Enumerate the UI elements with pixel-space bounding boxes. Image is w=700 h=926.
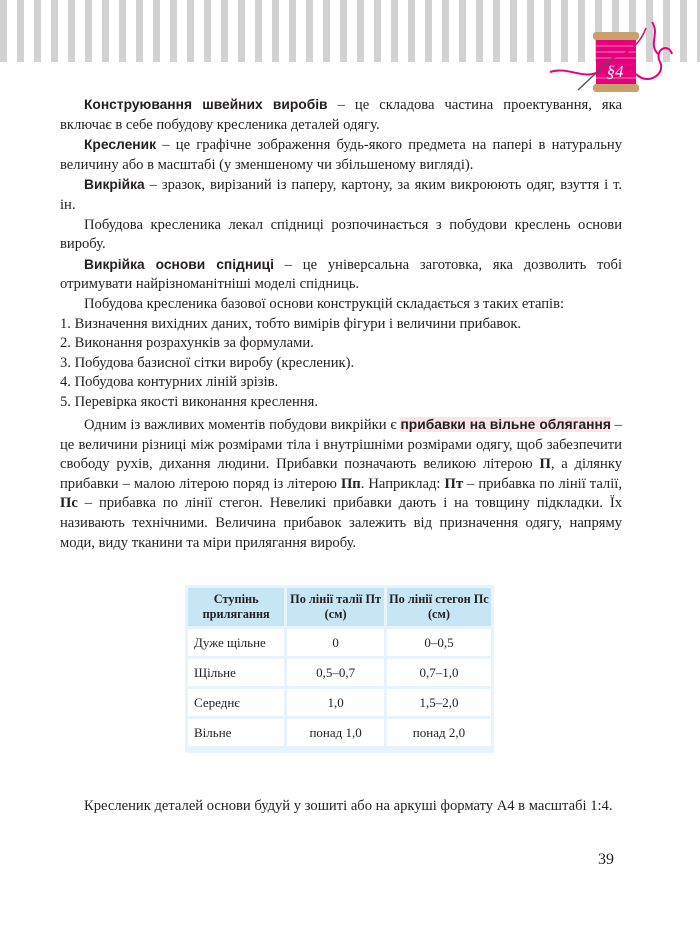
term-construction: Конструювання швейних виробів xyxy=(84,97,328,112)
list-item: 2. Виконання розрахунків за формулами. xyxy=(60,335,314,352)
paragraph-pattern: Викрійка – зразок, вирізаний із паперу, картону, за яким викроюють одяг, взуття і т. ін. xyxy=(60,177,622,213)
thread-spool-icon xyxy=(548,14,678,94)
paragraph-skirt-drawing: Побудова кресленика лекал спідниці розпочинається з побудови креслень основи виробу. xyxy=(60,216,622,253)
term-drawing: Кресленик xyxy=(84,137,156,153)
section-label: §4 xyxy=(606,62,624,81)
list-item: 4. Побудова контурних ліній зрізів. xyxy=(60,374,279,391)
table-row: Дуже щільне 0 0–0,5 xyxy=(188,629,491,656)
steps-list xyxy=(60,315,622,413)
term-skirt-base: Викрійка основи спідниці xyxy=(84,256,274,272)
term-allowances: прибавки на вільне облягання xyxy=(400,417,611,432)
allowance-table xyxy=(185,585,494,753)
list-item: 3. Побудова базисної сітки виробу (кресленик). xyxy=(60,354,355,371)
page-number: 39 xyxy=(598,851,614,868)
allowances-block xyxy=(60,415,622,553)
list-item: 5. Перевірка якості виконання креслення. xyxy=(60,393,318,410)
intro-block xyxy=(60,95,622,413)
paragraph-drawing: Кресленик – це графічне зображення будь-якого предмета на папері в натуральну величину або в масштабі (у зменшеному чи збільшеному вигляді). xyxy=(60,137,622,173)
paragraph-footer: Кресленик деталей основи будуй у зошиті або на аркуші формату А4 в масштабі 1:4. xyxy=(84,798,613,814)
section-badge xyxy=(548,14,678,94)
table-row: Середнє 1,0 1,5–2,0 xyxy=(188,689,491,716)
paragraph-construction: Конструювання швейних виробів – це складова частина проектування, яка включає в себе побудову кресленика деталей одягу. xyxy=(60,97,622,133)
list-item: 1. Визначення вихідних даних, тобто вимірів фігури і величини прибавок. xyxy=(60,315,522,332)
term-pattern: Викрійка xyxy=(84,177,145,193)
header-fit-degree: Ступінь прилягання xyxy=(188,588,284,626)
header-hips: По лінії стегон Пс (см) xyxy=(387,588,491,626)
paragraph-allowances: Одним із важливих моментів побудови викрійки є прибавки на вільне облягання – це величини різниці між розмірами тіла і внутрішніми розмірами одягу, щоб забезпечити свободу рухів, дихання людини. Прибавки позначають великою літерою П, а ділянку прибавки – малою літерою поряд із літерою Пп. Наприклад: Пт – прибавка по лінії талії, Пс – прибавка по лінії стегон. Невеликі прибавки дають і на товщину підкладки. Їх називають технічними. Величина прибавок залежить від призначення одягу, напряму моди, виду тканини та міри прилягання виробу. xyxy=(60,417,622,551)
paragraph-stages: Побудова кресленика базової основи конструкцій складається з таких етапів: xyxy=(84,295,565,312)
paragraph-skirt-base: Викрійка основи спідниці – це універсальна заготовка, яка дозволить тобі отримувати найрізноманітніші моделі спідниць. xyxy=(60,256,622,293)
table-row: Вільне понад 1,0 понад 2,0 xyxy=(188,719,491,746)
table-header-row xyxy=(188,588,491,626)
footer-block xyxy=(60,797,622,817)
table-row: Щільне 0,5–0,7 0,7–1,0 xyxy=(188,659,491,686)
header-waist: По лінії талії Пт (см) xyxy=(287,588,384,626)
